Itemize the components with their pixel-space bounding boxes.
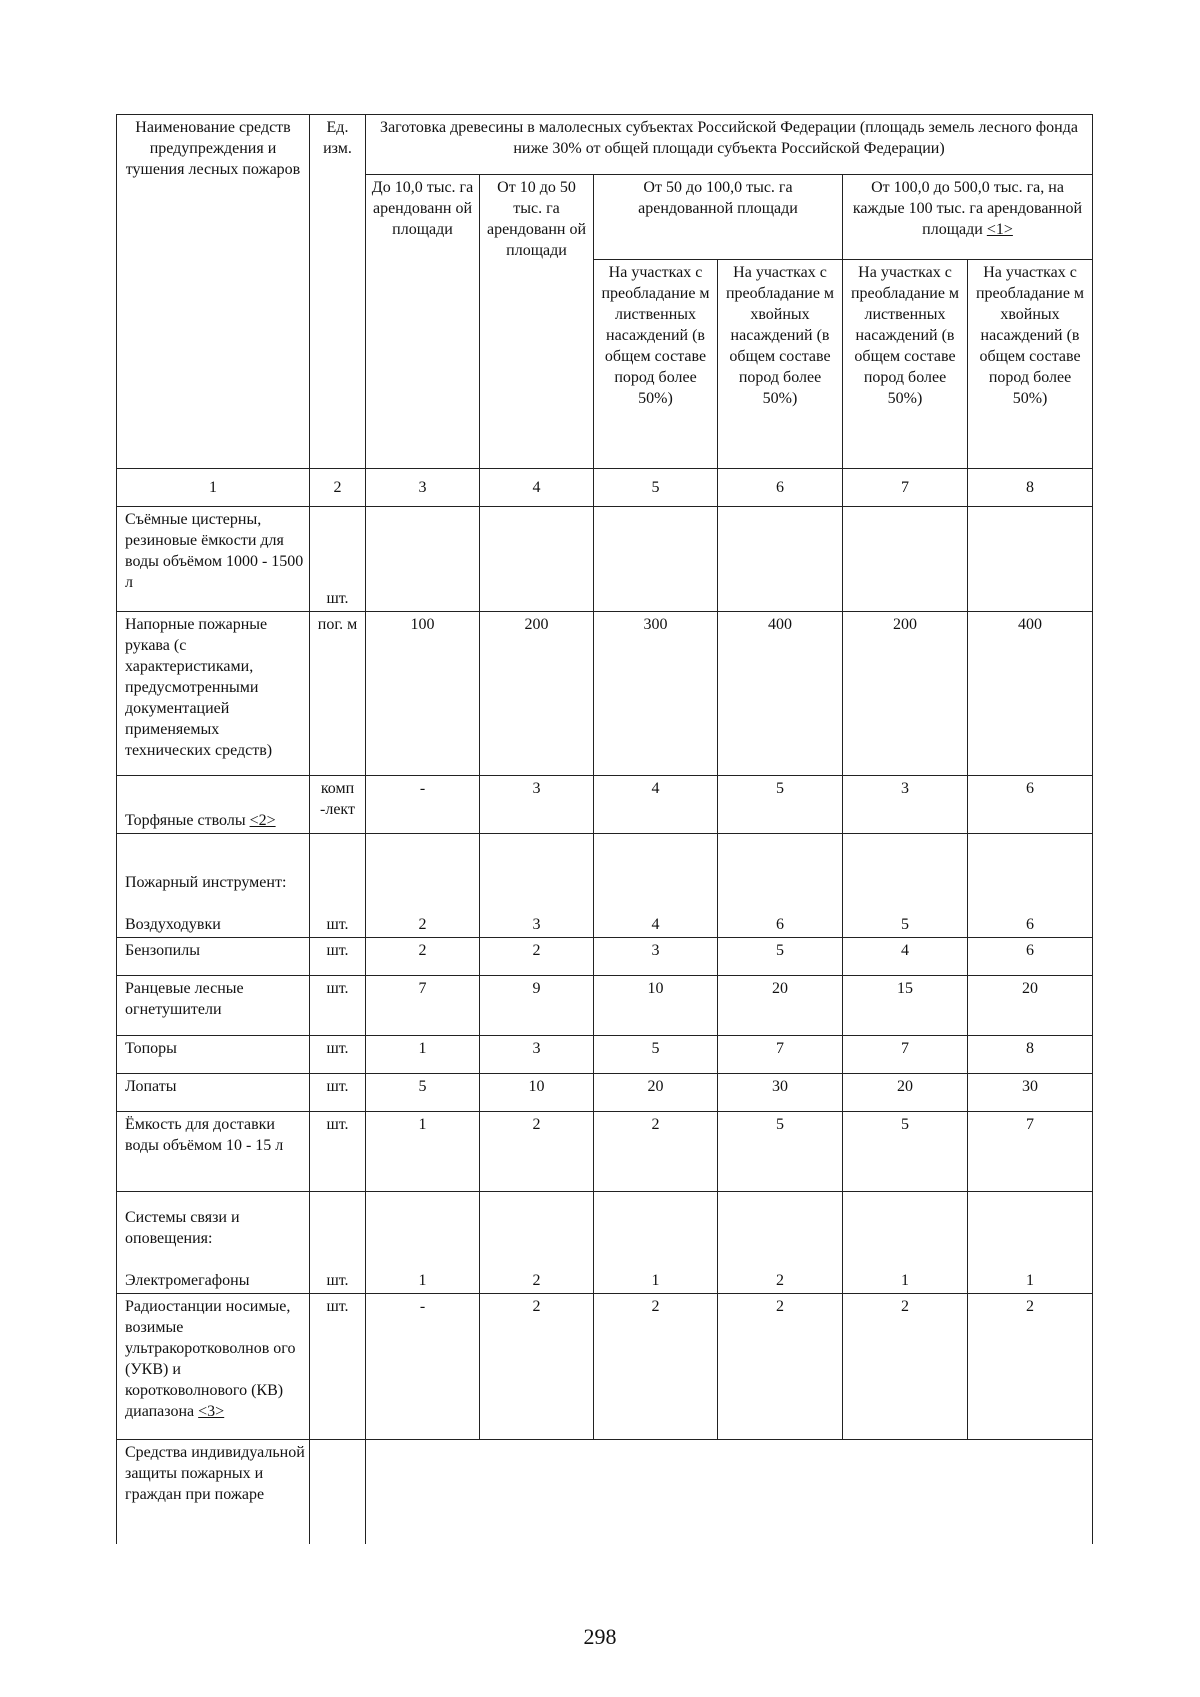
item-value: 6: [968, 938, 1093, 976]
item-unit: шт.: [310, 1074, 366, 1112]
item-value: 10: [594, 976, 718, 1036]
item-value: 5: [718, 938, 843, 976]
item-value: 1: [366, 1112, 480, 1192]
item-unit: шт.: [310, 976, 366, 1036]
item-value: 2: [480, 1192, 594, 1294]
item-value: 2: [366, 938, 480, 976]
item-value: [843, 507, 968, 612]
table-row: [117, 1294, 1093, 1440]
header-col-4: От 10 до 50 тыс. га арендованн ой площади: [480, 175, 594, 469]
item-name-text: Радиостанции носимые, возимые ультракоротковолнов ого (УКВ) и коротковолнового (КВ) диапазона: [125, 1298, 296, 1420]
table-row: [117, 938, 1093, 976]
item-unit: пог. м: [310, 612, 366, 776]
table-row: [117, 1036, 1093, 1074]
header-col-6: На участках с преобладание м хвойных насаждений (в общем составе пород более 50%): [718, 260, 843, 469]
item-value: 9: [480, 976, 594, 1036]
item-value: 7: [968, 1112, 1093, 1192]
item-value: -: [366, 776, 480, 834]
item-value: 10: [480, 1074, 594, 1112]
item-name: Средства индивидуальной защиты пожарных и граждан при пожаре: [117, 1440, 310, 1544]
header-col-8: На участках с преобладание м хвойных насаждений (в общем составе пород более 50%): [968, 260, 1093, 469]
footnote-link-3[interactable]: <3>: [198, 1403, 225, 1420]
footnote-link-1[interactable]: <1>: [986, 221, 1013, 238]
item-value: 2: [480, 938, 594, 976]
item-value: 2: [594, 1112, 718, 1192]
item-value: 1: [594, 1192, 718, 1294]
column-number: 2: [310, 469, 366, 507]
column-number: 6: [718, 469, 843, 507]
item-value: 20: [843, 1074, 968, 1112]
item-value: 2: [718, 1294, 843, 1440]
item-value: 7: [718, 1036, 843, 1074]
item-value: 1: [968, 1192, 1093, 1294]
item-value: 5: [366, 1074, 480, 1112]
item-value: 5: [843, 834, 968, 938]
item-value: 2: [480, 1294, 594, 1440]
item-value: 3: [480, 1036, 594, 1074]
item-value: [480, 507, 594, 612]
header-col-5: На участках с преобладание м лиственных насаждений (в общем составе пород более 50%): [594, 260, 718, 469]
item-value: 20: [594, 1074, 718, 1112]
page-number: 298: [583, 1624, 617, 1649]
item-unit: шт.: [310, 1192, 366, 1294]
item-value: 3: [480, 834, 594, 938]
item-value: [718, 507, 843, 612]
item-name: Топоры: [117, 1036, 310, 1074]
item-value: [594, 507, 718, 612]
table-row: [117, 507, 1093, 612]
table-row: [117, 1192, 1093, 1294]
item-value: 30: [968, 1074, 1093, 1112]
table-row: [117, 976, 1093, 1036]
item-unit: шт.: [310, 1036, 366, 1074]
group-heading: Системы связи и оповещения:: [125, 1209, 240, 1247]
item-value: 2: [366, 834, 480, 938]
item-name-text: Торфяные стволы: [125, 812, 246, 829]
item-value: 6: [968, 834, 1093, 938]
column-number: 1: [117, 469, 310, 507]
item-unit: шт.: [310, 507, 366, 612]
item-value: 30: [718, 1074, 843, 1112]
item-name: Лопаты: [117, 1074, 310, 1112]
header-group-title: Заготовка древесины в малолесных субъектах Российской Федерации (площадь земель лесного фонда ниже 30% от общей площади субъекта Российской Федерации): [366, 115, 1093, 175]
header-row: [117, 115, 1093, 175]
item-value: [968, 507, 1093, 612]
item-name: [117, 834, 310, 938]
item-name: [117, 1192, 310, 1294]
table-row: [117, 834, 1093, 938]
item-value: 20: [968, 976, 1093, 1036]
item-value: 2: [843, 1294, 968, 1440]
item-value: 6: [718, 834, 843, 938]
group-heading: Пожарный инструмент:: [125, 874, 287, 891]
header-col-7-8-text: От 100,0 до 500,0 тыс. га, на каждые 100 тыс. га арендованной площади: [852, 179, 1083, 238]
item-value: 5: [718, 776, 843, 834]
item-unit: шт.: [310, 1294, 366, 1440]
item-name: [117, 1294, 310, 1440]
item-unit: комп -лект: [310, 776, 366, 834]
item-value: -: [366, 1294, 480, 1440]
item-unit: шт.: [310, 938, 366, 976]
header-name: Наименование средств предупреждения и тушения лесных пожаров: [117, 115, 310, 469]
column-number: 8: [968, 469, 1093, 507]
item-value: 5: [594, 1036, 718, 1074]
item-value: 400: [718, 612, 843, 776]
item-value: 200: [480, 612, 594, 776]
item-value: 2: [718, 1192, 843, 1294]
item-value: 4: [594, 834, 718, 938]
item-values-merged: [366, 1440, 1093, 1544]
item-value: 1: [366, 1036, 480, 1074]
item-name-text: Воздуходувки: [125, 916, 221, 933]
table-row: [117, 612, 1093, 776]
item-unit: [310, 1440, 366, 1544]
item-name: Ранцевые лесные огнетушители: [117, 976, 310, 1036]
item-value: 200: [843, 612, 968, 776]
item-value: 3: [843, 776, 968, 834]
item-value: 15: [843, 976, 968, 1036]
fire-equipment-table: [116, 114, 1093, 1544]
item-name: Напорные пожарные рукава (с характеристиками, предусмотренными документацией применяемых технических средств): [117, 612, 310, 776]
item-value: 3: [594, 938, 718, 976]
table-row: [117, 1074, 1093, 1112]
item-value: 20: [718, 976, 843, 1036]
item-value: 2: [968, 1294, 1093, 1440]
item-value: 8: [968, 1036, 1093, 1074]
item-name-text: Электромегафоны: [125, 1272, 250, 1289]
item-value: 4: [843, 938, 968, 976]
header-col-7-8: [843, 175, 1093, 260]
item-name: Ёмкость для доставки воды объёмом 10 - 15 л: [117, 1112, 310, 1192]
item-name: Съёмные цистерны, резиновые ёмкости для воды объёмом 1000 - 1500 л: [117, 507, 310, 612]
header-col-3: До 10,0 тыс. га арендованн ой площади: [366, 175, 480, 469]
item-value: 5: [843, 1112, 968, 1192]
item-value: 100: [366, 612, 480, 776]
item-unit: шт.: [310, 834, 366, 938]
item-value: 400: [968, 612, 1093, 776]
column-number: 5: [594, 469, 718, 507]
item-name: Бензопилы: [117, 938, 310, 976]
item-value: 7: [366, 976, 480, 1036]
item-value: 3: [480, 776, 594, 834]
item-name: [117, 776, 310, 834]
table-row: [117, 776, 1093, 834]
item-unit: шт.: [310, 1112, 366, 1192]
item-value: 5: [718, 1112, 843, 1192]
item-value: 300: [594, 612, 718, 776]
column-number: 7: [843, 469, 968, 507]
column-number: 4: [480, 469, 594, 507]
column-number: 3: [366, 469, 480, 507]
header-unit: Ед. изм.: [310, 115, 366, 469]
item-value: 7: [843, 1036, 968, 1074]
column-number-row: [117, 469, 1093, 507]
header-col-5-6: От 50 до 100,0 тыс. га арендованной площади: [594, 175, 843, 260]
item-value: 2: [480, 1112, 594, 1192]
header-col-7: На участках с преобладание м лиственных насаждений (в общем составе пород более 50%): [843, 260, 968, 469]
table-row: [117, 1112, 1093, 1192]
item-value: 4: [594, 776, 718, 834]
item-value: 6: [968, 776, 1093, 834]
item-value: 1: [366, 1192, 480, 1294]
item-value: [366, 507, 480, 612]
item-value: 1: [843, 1192, 968, 1294]
item-value: 2: [594, 1294, 718, 1440]
table-row: [117, 1440, 1093, 1544]
footnote-link-2[interactable]: <2>: [249, 812, 276, 829]
